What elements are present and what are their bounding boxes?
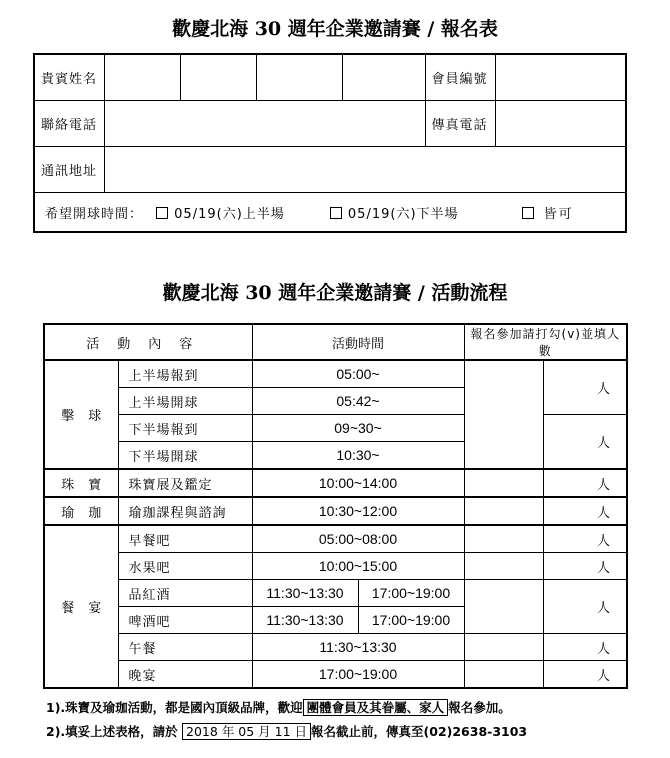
category-banquet: 餐宴 bbox=[44, 525, 118, 688]
signup-check[interactable] bbox=[464, 497, 543, 525]
signup-count-golf-second[interactable]: 人 bbox=[543, 415, 627, 470]
category-yoga: 瑜珈 bbox=[44, 497, 118, 525]
fax-label: 傳真電話 bbox=[425, 101, 495, 147]
time: 17:00~19:00 bbox=[358, 580, 464, 606]
time: 09~30~ bbox=[252, 415, 464, 442]
activity: 上半場報到 bbox=[118, 360, 252, 388]
header-content: 活動內容 bbox=[44, 324, 252, 360]
signup-check-golf[interactable] bbox=[464, 360, 543, 469]
checkbox[interactable] bbox=[522, 207, 534, 219]
note-2: 2).填妥上述表格，請於 2018 年 05 月 11 日 報名截止前，傳真至(02)2638-3103 bbox=[46, 724, 528, 739]
signup-check[interactable] bbox=[464, 525, 543, 553]
phone-field[interactable] bbox=[104, 101, 425, 147]
activity: 早餐吧 bbox=[118, 525, 252, 553]
schedule-table bbox=[43, 323, 628, 689]
activity: 下半場開球 bbox=[118, 442, 252, 470]
signup-check[interactable] bbox=[464, 661, 543, 689]
registration-form bbox=[33, 53, 627, 233]
activity: 珠寶展及鑑定 bbox=[118, 469, 252, 497]
time: 05:00~ bbox=[252, 360, 464, 388]
signup-check[interactable] bbox=[464, 553, 543, 580]
fax-field[interactable] bbox=[495, 101, 626, 147]
time: 11:30~13:30 bbox=[266, 585, 344, 601]
option-second-half[interactable]: 05/19(六)下半場 bbox=[330, 203, 459, 222]
phone-label: 聯絡電話 bbox=[34, 101, 104, 147]
address-field[interactable] bbox=[104, 147, 626, 193]
activity: 午餐 bbox=[118, 634, 252, 661]
activity: 水果吧 bbox=[118, 553, 252, 580]
category-golf: 擊球 bbox=[44, 360, 118, 469]
address-label: 通訊地址 bbox=[34, 147, 104, 193]
header-time: 活動時間 bbox=[252, 324, 464, 360]
signup-count[interactable]: 人 bbox=[543, 525, 627, 553]
signup-count-golf-first[interactable]: 人 bbox=[543, 360, 627, 415]
signup-check[interactable] bbox=[464, 634, 543, 661]
deadline-box: 2018 年 05 月 11 日 bbox=[182, 723, 311, 740]
signup-count[interactable]: 人 bbox=[543, 634, 627, 661]
form-title: 歡慶北海 30 週年企業邀請賽 / 報名表 bbox=[172, 18, 498, 40]
time-split bbox=[252, 580, 464, 607]
time-split bbox=[252, 607, 464, 634]
checkbox[interactable] bbox=[156, 207, 168, 219]
time: 05:00~08:00 bbox=[252, 525, 464, 553]
member-no-field[interactable] bbox=[495, 54, 626, 101]
time: 10:30~12:00 bbox=[252, 497, 464, 525]
note-1: 1).珠寶及瑜珈活動，都是國內頂級品牌，歡迎 團體會員及其眷屬、家人 報名參加。 bbox=[46, 700, 511, 715]
time: 10:00~14:00 bbox=[252, 469, 464, 497]
name-field-2[interactable] bbox=[180, 54, 256, 101]
category-jewelry: 珠寶 bbox=[44, 469, 118, 497]
tee-time-row bbox=[34, 193, 626, 233]
signup-count[interactable]: 人 bbox=[543, 553, 627, 580]
time: 05:42~ bbox=[252, 388, 464, 415]
checkbox[interactable] bbox=[330, 207, 342, 219]
option-first-half[interactable]: 05/19(六)上半場 bbox=[156, 203, 285, 222]
schedule-title: 歡慶北海 30 週年企業邀請賽 / 活動流程 bbox=[162, 282, 508, 304]
activity: 晚宴 bbox=[118, 661, 252, 689]
activity: 上半場開球 bbox=[118, 388, 252, 415]
name-label: 貴賓姓名 bbox=[34, 54, 104, 101]
tee-time-label: 希望開球時間： bbox=[45, 206, 144, 222]
signup-count[interactable]: 人 bbox=[543, 469, 627, 497]
note-1-highlight: 團體會員及其眷屬、家人 bbox=[303, 699, 449, 716]
time: 17:00~19:00 bbox=[358, 607, 464, 633]
time: 10:00~15:00 bbox=[252, 553, 464, 580]
signup-check[interactable] bbox=[464, 580, 543, 634]
name-field-4[interactable] bbox=[342, 54, 425, 101]
name-field-3[interactable] bbox=[256, 54, 342, 101]
activity: 品紅酒 bbox=[118, 580, 252, 607]
signup-count[interactable]: 人 bbox=[543, 497, 627, 525]
time: 10:30~ bbox=[252, 442, 464, 470]
activity: 瑜珈課程與諮詢 bbox=[118, 497, 252, 525]
signup-count[interactable]: 人 bbox=[543, 661, 627, 689]
member-no-label: 會員編號 bbox=[425, 54, 495, 101]
signup-check[interactable] bbox=[464, 469, 543, 497]
activity: 下半場報到 bbox=[118, 415, 252, 442]
time: 11:30~13:30 bbox=[252, 634, 464, 661]
option-either[interactable]: 皆可 bbox=[522, 203, 574, 222]
name-field-1[interactable] bbox=[104, 54, 180, 101]
time: 11:30~13:30 bbox=[266, 612, 344, 628]
signup-count[interactable]: 人 bbox=[543, 580, 627, 634]
header-signup: 報名參加請打勾(v)並填人數 bbox=[464, 324, 627, 360]
activity: 啤酒吧 bbox=[118, 607, 252, 634]
time: 17:00~19:00 bbox=[252, 661, 464, 689]
